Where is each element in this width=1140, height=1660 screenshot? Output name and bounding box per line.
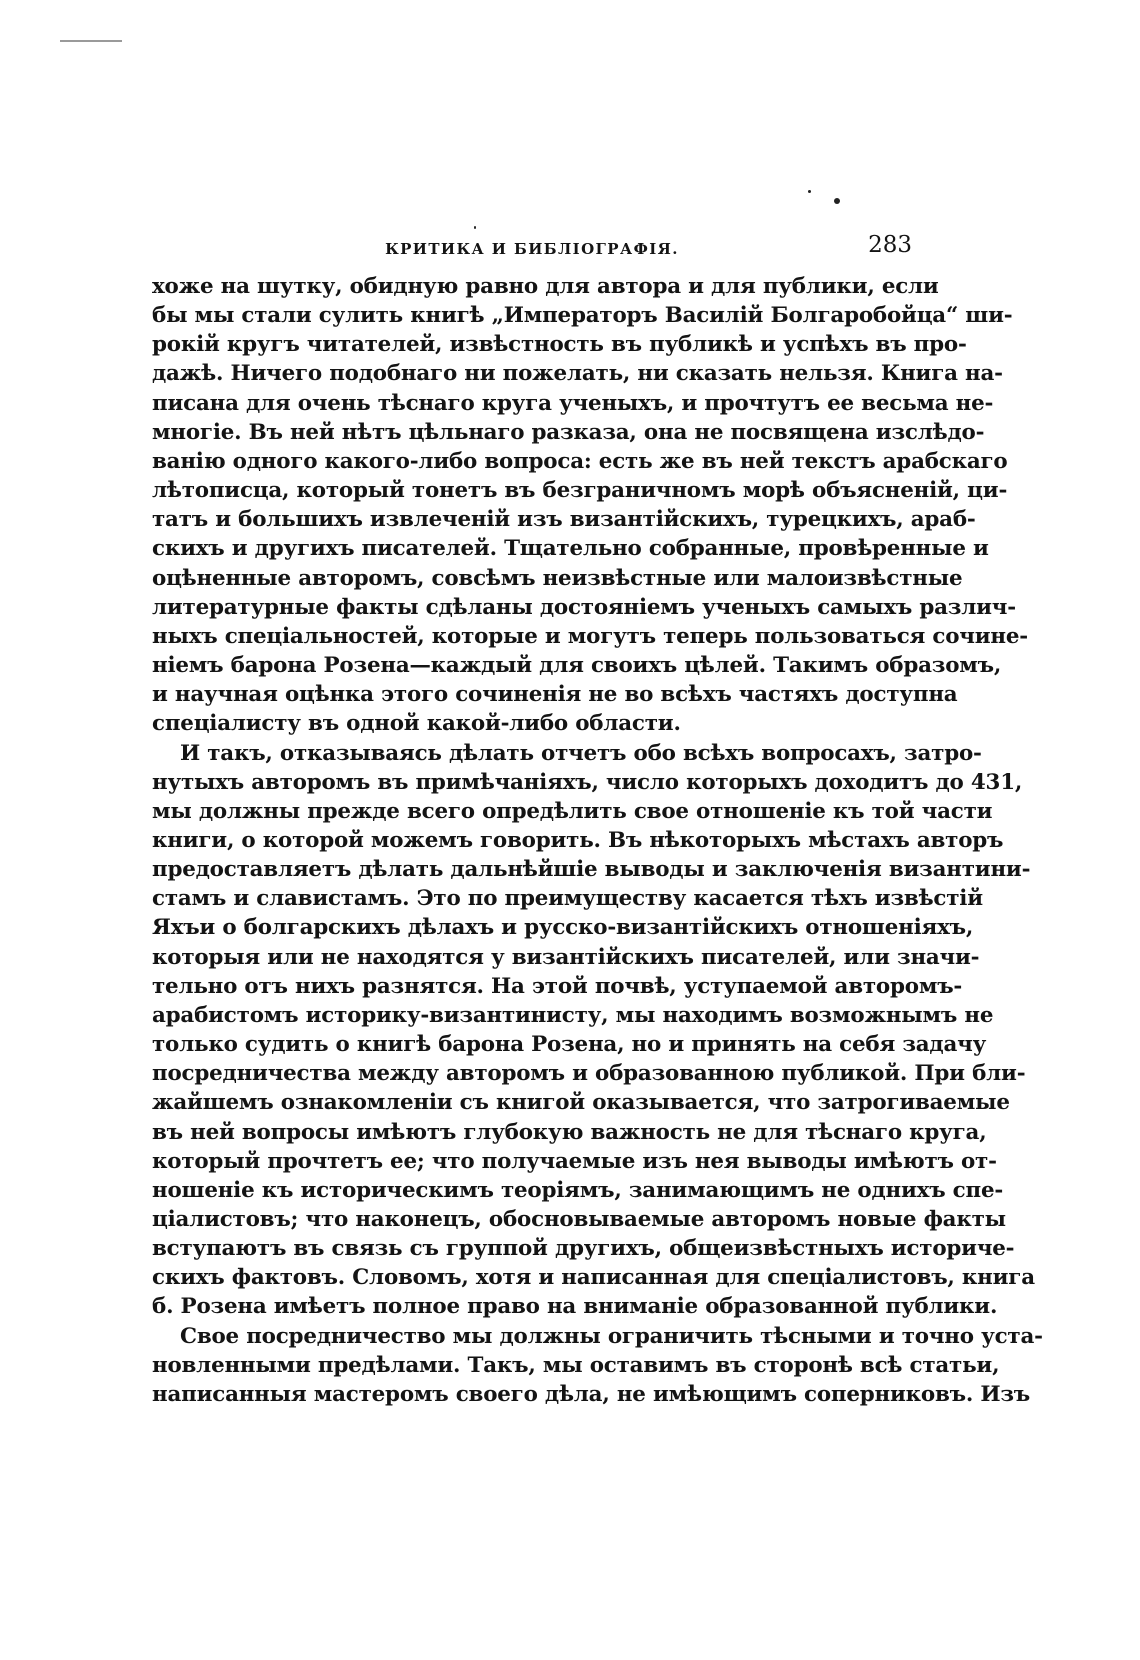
text-line: хоже на шутку, обидную равно для автора и для публики, если	[152, 274, 939, 299]
text-line: нутыхъ авторомъ въ примѣчаніяхъ, число которыхъ доходитъ до 431,	[152, 769, 1023, 795]
text-line: дажѣ. Ничего подобнаго ни пожелать, ни сказать нельзя. Книга на-	[152, 361, 1003, 387]
running-header	[152, 232, 912, 272]
text-line: который прочтетъ ее; что получаемые изъ нея выводы имѣютъ от-	[152, 1148, 997, 1174]
text-line: ніемъ барона Розена—каждый для своихъ цѣлей. Такимъ образомъ,	[152, 653, 1002, 679]
text-line: въ ней вопросы имѣютъ глубокую важность не для тѣснаго круга,	[152, 1119, 987, 1145]
print-speck	[808, 190, 811, 193]
text-line: ціалистовъ; что наконецъ, обосновываемые авторомъ новые факты	[152, 1207, 1006, 1232]
text-line: скихъ и другихъ писателей. Тщательно собранные, провѣренные и	[152, 536, 989, 562]
text-line: книги, о которой можемъ говорить. Въ нѣкоторыхъ мѣстахъ авторъ	[152, 827, 1004, 853]
text-line: бы мы стали сулить книгѣ „Императоръ Василій Болгаробойца“ ши-	[152, 303, 1013, 329]
text-line: и научная оцѣнка этого сочиненія не во всѣхъ частяхъ доступна	[152, 682, 958, 708]
paragraph	[152, 739, 1035, 1322]
text-line: оцѣненные авторомъ, совсѣмъ неизвѣстные или малоизвѣстные	[152, 565, 963, 591]
text-line: посредничества между авторомъ и образованною публикой. При бли-	[152, 1061, 1026, 1087]
paragraph	[152, 272, 1028, 739]
text-line: рокій кругъ читателей, извѣстность въ публикѣ и успѣхъ въ про-	[152, 332, 967, 358]
text-line: б. Розена имѣетъ полное право на вниманіе образованной публики.	[152, 1294, 998, 1320]
text-line: предоставляетъ дѣлать дальнѣйшіе выводы и заключенія византини-	[152, 857, 1031, 883]
text-line: тельно отъ нихъ разнятся. На этой почвѣ, уступаемой авторомъ-	[152, 973, 963, 999]
text-line: новленными предѣлами. Такъ, мы оставимъ въ сторонѣ всѣ статьи,	[152, 1352, 1000, 1378]
text-line: татъ и большихъ извлеченій изъ византійскихъ, турецкихъ, араб-	[152, 507, 976, 533]
text-line: жайшемъ ознакомленіи съ книгой оказывается, что затрогиваемые	[152, 1090, 1010, 1116]
text-line: только судить о книгѣ барона Розена, но и принять на себя задачу	[152, 1032, 987, 1058]
body-text	[152, 272, 1043, 1409]
text-line: ношеніе къ историческимъ теоріямъ, занимающимъ не однихъ спе-	[152, 1177, 1004, 1203]
text-line: многіе. Въ ней нѣтъ цѣльнаго разказа, она не посвящена изслѣдо-	[152, 419, 985, 445]
page-number: 283	[868, 232, 912, 258]
text-line: ванію одного какого-либо вопроса: есть же въ ней текстъ арабскаго	[152, 448, 1008, 474]
print-speck	[474, 226, 476, 229]
text-line: писана для очень тѣснаго круга ученыхъ, и прочтутъ ее весьма не-	[152, 390, 994, 416]
paragraph	[152, 1322, 1043, 1409]
text-line: Яхъи о болгарскихъ дѣлахъ и русско-византійскихъ отношеніяхъ,	[152, 915, 974, 941]
text-line: литературные факты сдѣланы достояніемъ ученыхъ самыхъ различ-	[152, 594, 1016, 620]
text-line: которыя или не находятся у византійскихъ писателей, или значи-	[152, 944, 980, 970]
text-line: Свое посредничество мы должны ограничить тѣсными и точно уста-	[180, 1323, 1043, 1349]
text-line: арабистомъ историку-византинисту, мы находимъ возможнымъ не	[152, 1002, 994, 1028]
text-line: лѣтописца, который тонетъ въ безграничномъ морѣ объясненій, ци-	[152, 478, 1008, 504]
text-line: ныхъ спеціальностей, которые и могутъ теперь пользоваться сочине-	[152, 623, 1028, 649]
section-title: КРИТИКА И БИБЛІОГРАФІЯ.	[385, 240, 679, 258]
book-page	[152, 232, 1043, 1409]
text-line: скихъ фактовъ. Словомъ, хотя и написанная для спеціалистовъ, книга	[152, 1265, 1035, 1291]
text-line: написанныя мастеромъ своего дѣла, не имѣющимъ соперниковъ. Изъ	[152, 1381, 1031, 1407]
text-line: спеціалисту въ одной какой-либо области.	[152, 711, 681, 737]
text-line: вступаютъ въ связь съ группой другихъ, общеизвѣстныхъ историче-	[152, 1236, 1015, 1262]
scan-edge-mark	[60, 40, 122, 42]
text-line: мы должны прежде всего опредѣлить свое отношеніе къ той части	[152, 798, 993, 824]
print-speck	[834, 198, 840, 204]
text-line: стамъ и славистамъ. Это по преимуществу касается тѣхъ извѣстій	[152, 886, 983, 912]
text-line: И такъ, отказываясь дѣлать отчетъ обо всѣхъ вопросахъ, затро-	[180, 740, 982, 766]
